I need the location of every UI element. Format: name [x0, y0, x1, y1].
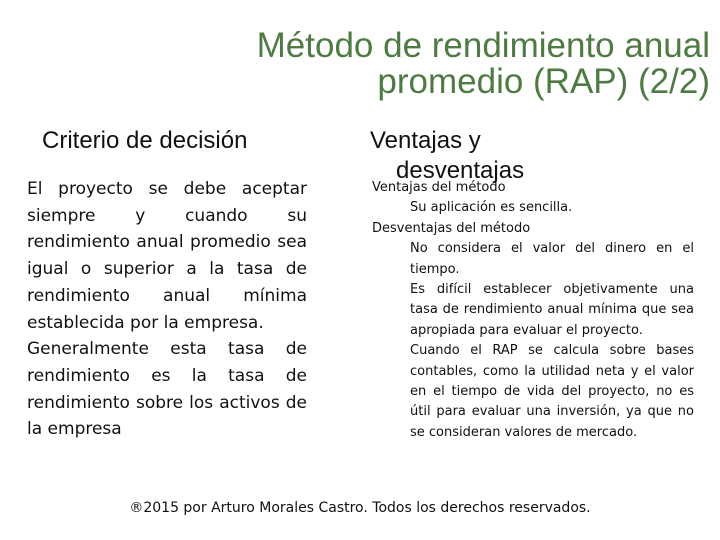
pros-cons-body — [372, 178, 694, 443]
pros-cons-heading — [370, 126, 670, 186]
disadvantages-label: Desventajas del método — [372, 220, 531, 236]
slide-title-line-2: promedio (RAP) (2/2) — [377, 62, 710, 101]
decision-criterion-body — [27, 176, 307, 443]
pros-cons-heading-line-1: Ventajas y — [370, 127, 481, 154]
pros-cons-heading-line-2: desventajas — [396, 157, 525, 184]
decision-criterion-paragraph-2: Generalmente esta tasa de rendimiento es la tasa de rendimiento sobre los activos de la empresa — [27, 339, 307, 440]
advantages-label: Ventajas del método — [372, 180, 506, 195]
copyright-footer: ®2015 por Arturo Morales Castro. Todos los derechos reservados. — [129, 500, 591, 516]
disadvantage-item: Cuando el RAP se calcula sobre bases contables, como la utilidad neta y el valor en el tiempo de vida del proyecto, no es útil para evaluar una inversión, ya que no se consideran valores de mercado. — [410, 343, 694, 440]
advantage-item: Su aplicación es sencilla. — [410, 200, 573, 216]
decision-criterion-heading: Criterio de decisión — [42, 127, 248, 154]
slide-title — [70, 28, 710, 100]
disadvantage-item: Es difícil establecer objetivamente una tasa de rendimiento anual mínima que sea apropiada para evaluar el proyecto. — [410, 282, 694, 338]
disadvantage-item: No considera el valor del dinero en el tiempo. — [410, 241, 694, 277]
slide-title-line-1: Método de rendimiento anual — [256, 26, 710, 65]
decision-criterion-paragraph-1: El proyecto se debe aceptar siempre y cuando su rendimiento anual promedio sea igual o superior a la tasa de rendimiento anual mínima establecida por la empresa. — [27, 179, 307, 333]
